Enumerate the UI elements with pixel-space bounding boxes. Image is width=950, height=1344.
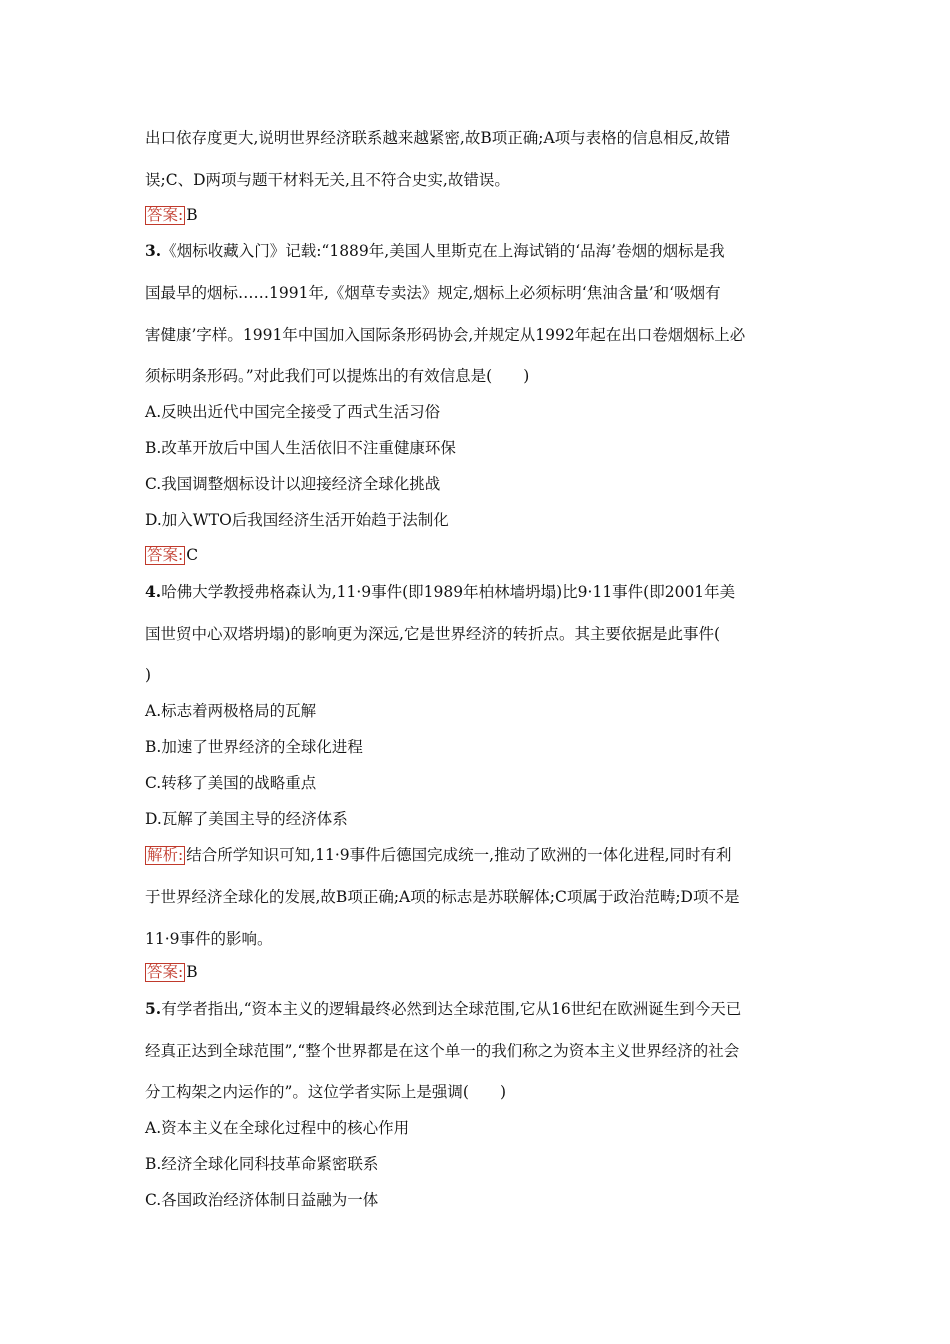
answer-label: 答案: [147,206,184,224]
q5-stem-line: 5.有学者指出,“资本主义的逻辑最终必然到达全球范围,它从16世纪在欧洲诞生到今天已 [145,999,742,1018]
q2-explanation-line: 误;C、D两项与题干材料无关,且不符合史实,故错误。 [145,171,510,189]
q3-stem-line: 须标明条形码。”对此我们可以提炼出的有效信息是( ) [145,367,530,385]
q2-answer [145,205,815,225]
q4-option-d: D.瓦解了美国主导的经济体系 [145,810,348,828]
explanation-label: 解析: [147,846,184,864]
q3-option-c: C.我国调整烟标设计以迎接经济全球化挑战 [145,475,441,493]
q4-option-b: B.加速了世界经济的全球化进程 [145,738,363,756]
q4-answer [145,962,815,982]
q5-stem-line: 经真正达到全球范围”,“整个世界都是在这个单一的我们称之为资本主义世界经济的社会 [145,1042,740,1060]
q2-explanation-line: 出口依存度更大,说明世界经济联系越来越紧密,故B项正确;A项与表格的信息相反,故错 [145,129,731,147]
q3-answer [145,545,815,565]
answer-value: B [186,963,198,981]
q5-option-c: C.各国政治经济体制日益融为一体 [145,1191,379,1209]
q4-explanation-line: 11·9事件的影响。 [145,930,273,948]
answer-label: 答案: [147,963,184,981]
q4-stem-line: 4.哈佛大学教授弗格森认为,11·9事件(即1989年柏林墙坍塌)比9·11事件(即2001年美 [145,582,736,601]
q5-stem-line: 分工构架之内运作的”。这位学者实际上是强调( ) [145,1083,507,1101]
q5-option-b: B.经济全球化同科技革命紧密联系 [145,1155,379,1173]
question-number: 5. [145,999,162,1018]
q3-option-a: A.反映出近代中国完全接受了西式生活习俗 [145,403,441,421]
q3-stem-line: 害健康’字样。1991年中国加入国际条形码协会,并规定从1992年起在出口卷烟烟标上必 [145,326,746,344]
q4-option-c: C.转移了美国的战略重点 [145,774,317,792]
question-number: 3. [145,241,162,260]
answer-value: B [186,206,198,224]
q4-option-a: A.标志着两极格局的瓦解 [145,702,317,720]
q4-explanation-line: 于世界经济全球化的发展,故B项正确;A项的标志是苏联解体;C项属于政治范畴;D项不是 [145,888,740,906]
q3-option-b: B.改革开放后中国人生活依旧不注重健康环保 [145,439,456,457]
answer-label: 答案: [147,546,184,564]
q4-explanation-line: 解析: 结合所学知识可知,11·9事件后德国完成统一,推动了欧洲的一体化进程,同时有利 [147,846,732,864]
q4-stem-line: 国世贸中心双塔坍塌)的影响更为深远,它是世界经济的转折点。其主要依据是此事件( [145,625,721,643]
q4-stem-line: ) [145,666,152,684]
answer-value: C [186,546,199,564]
q3-stem-line: 3.《烟标收藏入门》记载:“1889年,美国人里斯克在上海试销的‘品海’卷烟的烟标是我 [145,241,725,260]
q3-stem-line: 国最早的烟标……1991年,《烟草专卖法》规定,烟标上必须标明‘焦油含量’和‘吸烟有 [145,284,721,302]
q5-option-a: A.资本主义在全球化过程中的核心作用 [145,1119,410,1137]
question-number: 4. [145,582,162,601]
q3-option-d: D.加入WTO后我国经济生活开始趋于法制化 [145,511,449,529]
